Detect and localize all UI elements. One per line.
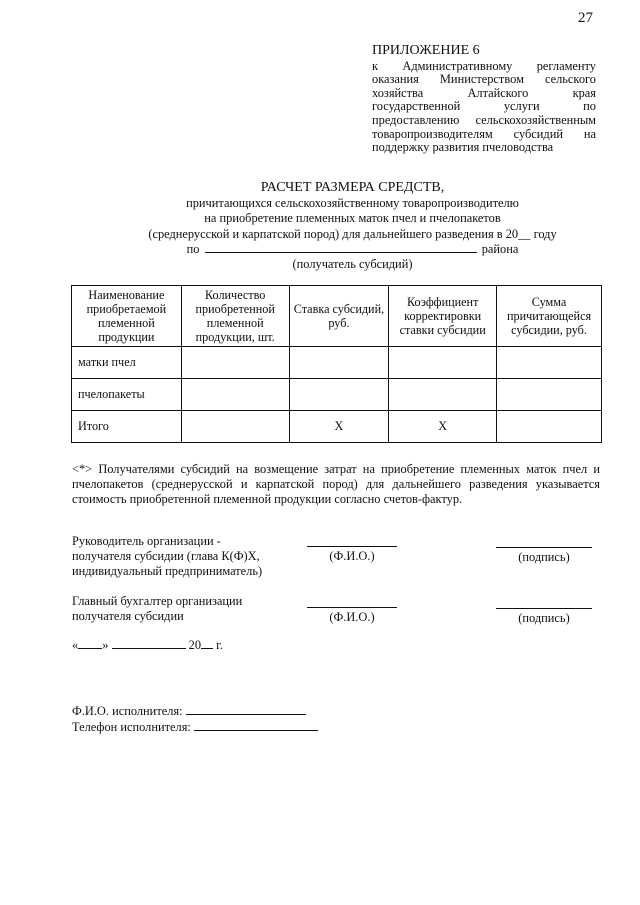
document-title-block	[60, 180, 640, 272]
head-fio-line[interactable]	[307, 546, 397, 547]
month-blank[interactable]	[112, 637, 186, 649]
row-label: пчелопакеты	[72, 379, 182, 411]
appendix-title: ПРИЛОЖЕНИЕ 6	[372, 43, 480, 58]
accountant-signature-label	[72, 594, 242, 624]
head-label-line-2: получателя субсидии (глава К(Ф)Х,	[72, 549, 260, 563]
table-cell[interactable]	[289, 347, 389, 379]
column-header: Наименование приобретаемой племенной продукции	[72, 286, 182, 347]
table-cell[interactable]	[389, 347, 497, 379]
recipient-caption: (получатель субсидий)	[292, 257, 413, 272]
executor-fio-row	[72, 703, 306, 719]
head-label-line-3: индивидуальный предприниматель)	[72, 564, 263, 578]
title-line-3: на приобретение племенных маток пчел и пчелопакетов	[204, 211, 501, 226]
accountant-label-line-1: Главный бухгалтер организации	[72, 594, 243, 608]
document-title: РАСЧЕТ РАЗМЕРА СРЕДСТВ,	[260, 180, 445, 195]
head-label-line-1: Руководитель организации -	[72, 534, 221, 548]
table-cell[interactable]	[181, 347, 289, 379]
row-label: матки пчел	[72, 347, 182, 379]
table-cell-x: X	[289, 411, 389, 443]
po-label: по	[186, 241, 200, 256]
year-prefix: 20	[188, 638, 202, 652]
appendix-text: к Административному регламенту оказания Министерством сельского хозяйства Алтайского края государственной услуги по предоставлению сельскохозяйственным товаропроизводителям субсидий на поддержку развития пчеловодства	[372, 58, 596, 155]
executor-fio-blank[interactable]	[186, 703, 306, 715]
footnote: <*> Получателями субсидий на возмещение затрат на приобретение племенных маток пчел и пчелопакетов (среднерусской и карпатской пород) для дальнейшего разведения указывается стоимость приобретенной племенной продукции согласно счетов-фактур.	[72, 462, 600, 506]
head-fio-caption: (Ф.И.О.)	[329, 549, 375, 563]
table-cell[interactable]	[181, 379, 289, 411]
accountant-fio-caption: (Ф.И.О.)	[329, 610, 375, 624]
table-row	[72, 347, 602, 379]
executor-phone-row	[72, 719, 318, 735]
title-line-4: (среднерусской и карпатской пород) для дальнейшего разведения в 20__ году	[148, 226, 557, 241]
table-cell-x: X	[389, 411, 497, 443]
year-blank[interactable]	[201, 637, 213, 649]
accountant-sign-line[interactable]	[496, 608, 592, 609]
title-line-2: причитающихся сельскохозяйственному товаропроизводителю	[186, 196, 519, 211]
head-sign-caption: (подпись)	[518, 550, 570, 564]
executor-fio-label: Ф.И.О. исполнителя:	[72, 704, 183, 718]
executor-phone-label: Телефон исполнителя:	[72, 720, 191, 734]
table-header-row	[72, 286, 602, 347]
table-cell[interactable]	[497, 347, 602, 379]
rayon-label: района	[481, 241, 519, 256]
accountant-fio-line[interactable]	[307, 607, 397, 608]
district-line	[60, 242, 640, 257]
table-cell[interactable]	[497, 411, 602, 443]
column-header: Коэффициент корректировки ставки субсидии	[389, 286, 497, 347]
appendix-block	[372, 44, 596, 155]
date-open-quote: «	[72, 638, 79, 652]
column-header: Сумма причитающейся субсидии, руб.	[497, 286, 602, 347]
date-close-quote: »	[102, 638, 109, 652]
calculation-table	[71, 285, 602, 443]
column-header: Ставка субсидий, руб.	[289, 286, 389, 347]
district-blank[interactable]	[205, 242, 477, 253]
table-cell[interactable]	[181, 411, 289, 443]
date-line	[72, 637, 223, 653]
table-cell[interactable]	[289, 379, 389, 411]
accountant-label-line-2: получателя субсидии	[72, 609, 184, 623]
table-row	[72, 411, 602, 443]
table-cell[interactable]	[389, 379, 497, 411]
table-row	[72, 379, 602, 411]
column-header: Количество приобретенной племенной продукции, шт.	[181, 286, 289, 347]
row-label: Итого	[72, 411, 182, 443]
executor-phone-blank[interactable]	[194, 719, 318, 731]
head-sign-line[interactable]	[496, 547, 592, 548]
day-blank[interactable]	[78, 637, 102, 649]
year-suffix: г.	[216, 638, 223, 652]
accountant-sign-caption: (подпись)	[518, 611, 570, 625]
table-cell[interactable]	[497, 379, 602, 411]
head-signature-label	[72, 534, 262, 579]
page-number: 27	[578, 10, 593, 26]
